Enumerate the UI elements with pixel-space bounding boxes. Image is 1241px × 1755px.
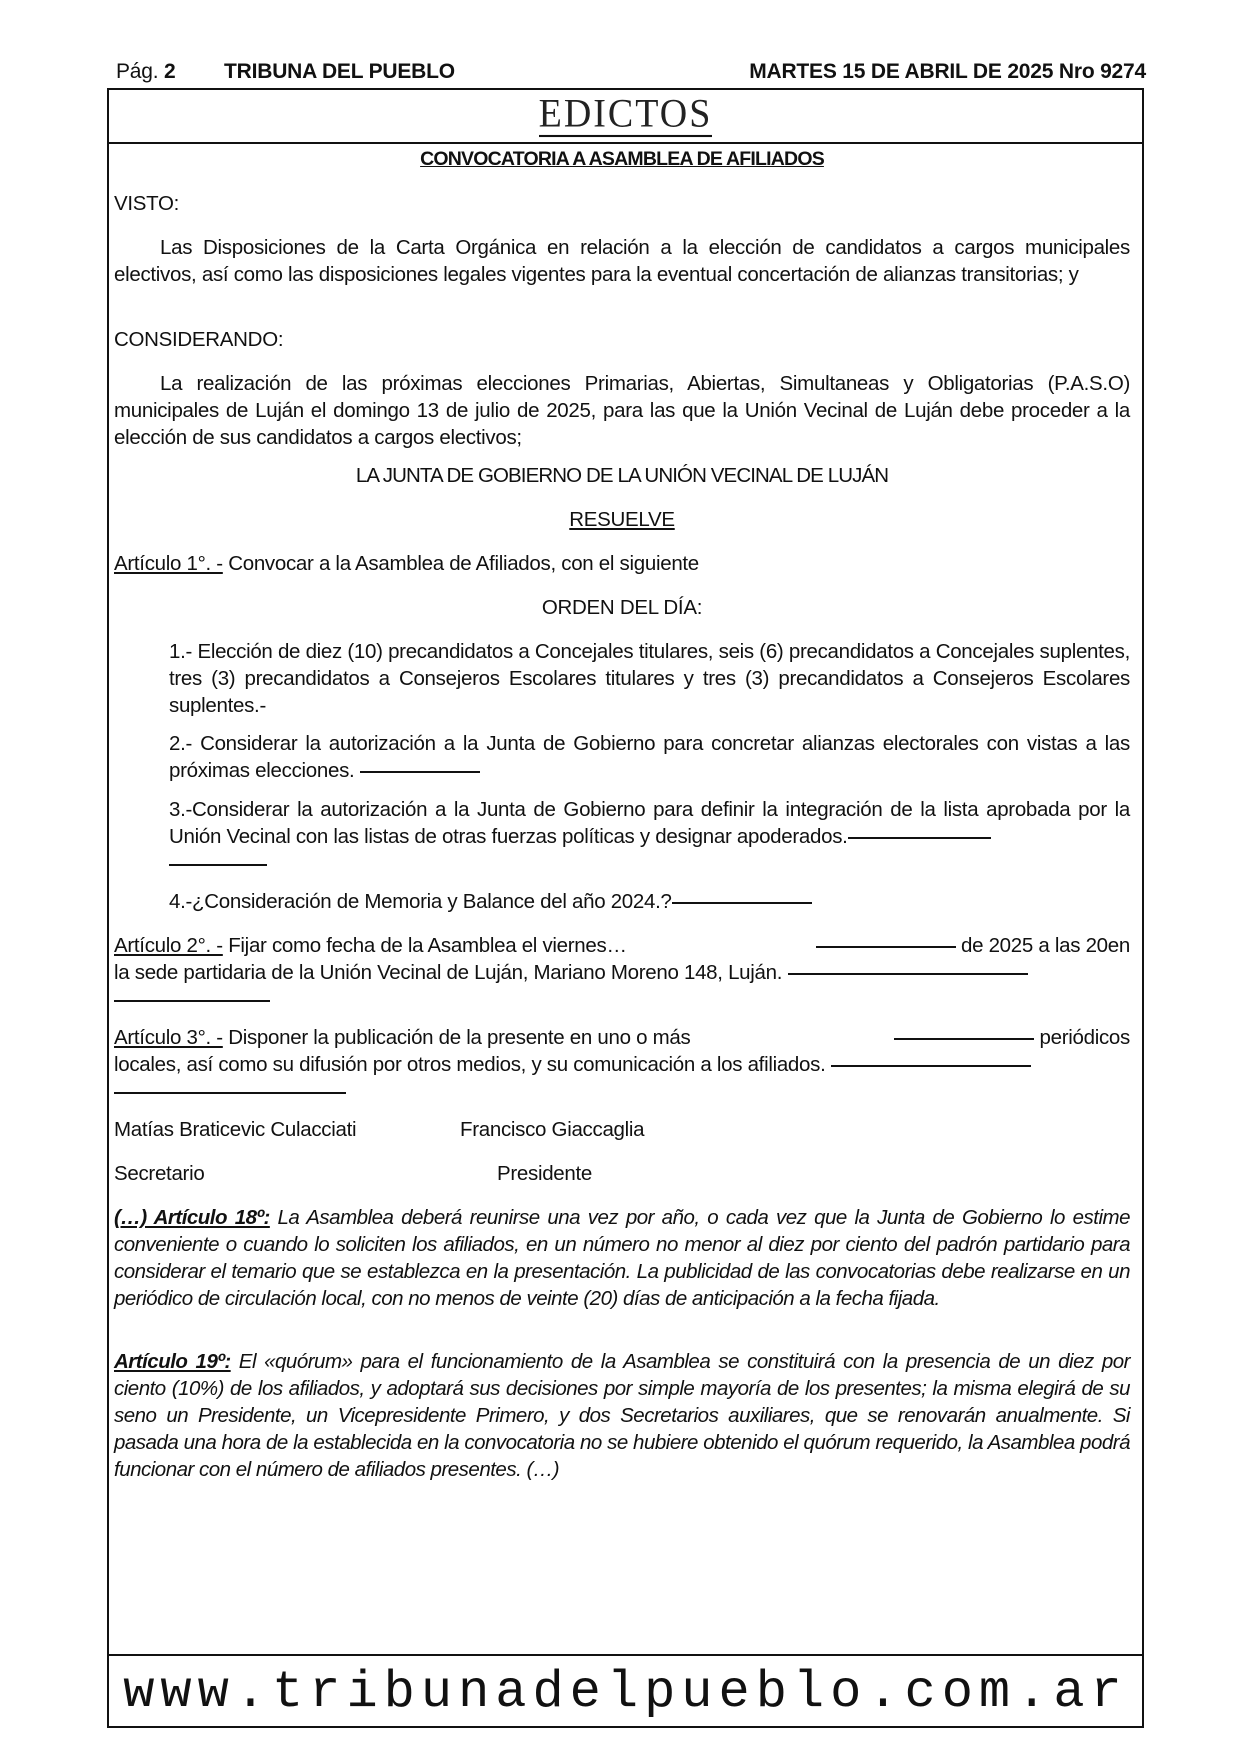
fill-line: [114, 1092, 346, 1094]
visto-paragraph: Las Disposiciones de la Carta Orgánica en relación a la elección de candidatos a cargos municipales electivos, así como las disposiciones legales vigentes para la eventual concertación de alianzas transitorias; y: [114, 236, 1130, 286]
issue-date: MARTES 15 DE ABRIL DE 2025 Nro 9274: [749, 60, 1146, 83]
signature-titles: [114, 1160, 1130, 1187]
article-2-label: Artículo 2°. -: [114, 934, 223, 957]
article-18-excerpt: [114, 1204, 1130, 1312]
visto-label: VISTO:: [114, 192, 180, 215]
fill-line: [672, 902, 812, 904]
agenda-item-2-text: 2.- Considerar la autorización a la Junta de Gobierno para concretar alianzas electorales con vistas a las próximas elecciones.: [169, 732, 1130, 782]
agenda-item-4-text: 4.-¿Consideración de Memoria y Balance del año 2024.?: [169, 890, 672, 913]
article-1: [114, 550, 1130, 577]
agenda-item-2: [169, 730, 1130, 784]
article-18-text: La Asamblea deberá reunirse una vez por año, o cada vez que la Junta de Gobierno lo estime conveniente o cuando lo soliciten los afiliados, en un número no menor al diez por ciento del padrón partidario para considerar el temario que se establezca en la presentación. La publicidad de las convocatorias debe realizarse en un periódico de circulación local, con no menos de veinte (20) días de anticipación a la fecha fijada.: [114, 1206, 1130, 1310]
fill-line: [114, 1000, 270, 1002]
article-3: [114, 1024, 1130, 1105]
fill-line: [894, 1038, 1034, 1040]
article-2-text-c: la sede partidaria de la Unión Vecinal de Luján, Mariano Moreno 148, Luján.: [114, 961, 783, 984]
agenda-item-3-text: 3.-Considerar la autorización a la Junta de Gobierno para definir la integración de la lista aprobada por la Unión Vecinal con las listas de otras fuerzas políticas y designar apoderados.: [169, 798, 1130, 848]
article-2-text-a: Fijar como fecha de la Asamblea el viernes…: [222, 934, 627, 957]
fill-line: [169, 864, 267, 866]
newspaper-name: TRIBUNA DEL PUEBLO: [224, 60, 455, 83]
edict-heading: CONVOCATORIA A ASAMBLEA DE AFILIADOS: [420, 148, 824, 170]
article-19-excerpt: [114, 1348, 1130, 1483]
article-19-text: El «quórum» para el funcionamiento de la Asamblea se constituirá con la presencia de un diez por ciento (10%) de los afiliados, y adoptará sus decisiones por simple mayoría de los presentes; la misma elegirá de su seno un Presidente, un Vicepresidente Primero, y dos Secretarios auxiliares, que se renovarán anualmente. Si pasada una hora de la establecida en la convocatoria no se hubiere obtenido el quórum requerido, la Asamblea podrá funcionar con el número de afiliados presentes. (…): [114, 1350, 1130, 1481]
signature-names: [114, 1116, 1130, 1143]
article-1-text: Convocar a la Asamblea de Afiliados, con el siguiente: [222, 552, 699, 575]
article-3-text-b: periódicos: [1039, 1026, 1130, 1049]
edict-frame: [107, 88, 1144, 1728]
president-title: Presidente: [497, 1162, 593, 1185]
considerando-label: CONSIDERANDO:: [114, 328, 284, 351]
page-indicator: [116, 60, 176, 84]
fill-line: [831, 1065, 1031, 1067]
page-label: Pág.: [116, 60, 159, 83]
article-2: [114, 932, 1130, 1013]
website-footer: [109, 1654, 1142, 1730]
secretary-title: Secretario: [114, 1162, 205, 1185]
article-2-text-b: de 2025 a las 20en: [960, 934, 1130, 957]
secretary-name: Matías Braticevic Culacciati: [114, 1118, 357, 1141]
agenda-item-4: [169, 888, 1130, 915]
masthead: [116, 58, 1146, 86]
article-18-label: (…) Artículo 18º:: [114, 1206, 270, 1229]
article-1-label: Artículo 1°. -: [114, 552, 223, 575]
agenda-item-1: 1.- Elección de diez (10) precandidatos a Concejales titulares, seis (6) precandidatos a Concejales suplentes, tres (3) precandidatos a Consejeros Escolares titulares y tres (3) precandidatos a Consejeros Escolares suplentes.-: [169, 640, 1130, 717]
article-19-label: Artículo 19º:: [114, 1350, 231, 1373]
resuelve-label: RESUELVE: [569, 508, 675, 531]
article-3-text-c: locales, así como su difusión por otros medios, y su comunicación a los afiliados.: [114, 1053, 826, 1076]
article-3-label: Artículo 3°. -: [114, 1026, 223, 1049]
fill-line: [816, 946, 956, 948]
fill-line: [848, 837, 991, 839]
authority-line: LA JUNTA DE GOBIERNO DE LA UNIÓN VECINAL DE LUJÁN: [355, 464, 889, 487]
website-url: www.tribunadelpueblo.com.ar: [123, 1663, 1128, 1722]
article-3-text-a: Disponer la publicación de la presente en uno o más: [222, 1026, 691, 1049]
section-header: [109, 90, 1142, 144]
section-title: EDICTOS: [538, 91, 713, 136]
orden-del-dia-label: ORDEN DEL DÍA:: [541, 596, 703, 619]
fill-line: [360, 771, 480, 773]
agenda-item-3: [169, 796, 1130, 877]
page-number: 2: [164, 60, 176, 83]
fill-line: [788, 973, 1028, 975]
president-name: Francisco Giaccaglia: [460, 1118, 645, 1141]
considerando-paragraph: La realización de las próximas elecciones Primarias, Abiertas, Simultaneas y Obligatorias (P.A.S.O) municipales de Luján el domingo 13 de julio de 2025, para las que la Unión Vecinal de Luján debe proceder a la elección de sus candidatos a cargos electivos;: [114, 372, 1130, 449]
